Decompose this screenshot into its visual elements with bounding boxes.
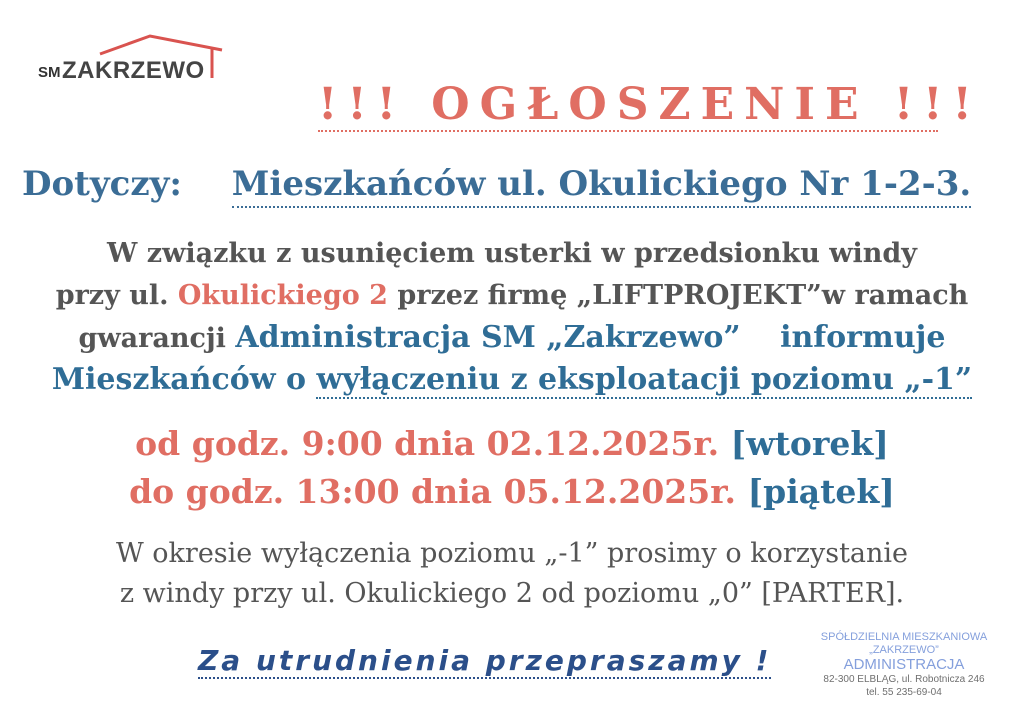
- notice-line-1: W okresie wyłączenia poziomu „-1” prosimy o korzystanie: [115, 538, 909, 569]
- logo: [30, 30, 230, 90]
- body-line-1: W związku z usunięciem usterki w przedsionku windy: [107, 238, 917, 269]
- announcement-heading: !!! OGŁOSZENIE !!!: [318, 79, 982, 130]
- schedule-to: [0, 472, 1024, 511]
- body-shutdown: wyłączeniu z eksploatacji poziomu „-1”: [316, 362, 973, 397]
- apology-text: Za utrudnienia przepraszamy !: [198, 644, 772, 677]
- concern-line: [22, 164, 1002, 204]
- stamp-line-1: SPÓŁDZIELNIA MIESZKANIOWA: [820, 631, 988, 643]
- stamp-line-5: tel. 55 235-69-04: [866, 687, 942, 698]
- stamp-line-2: „ZAKRZEWO”: [869, 644, 939, 656]
- concern-label: Dotyczy:: [22, 164, 182, 204]
- schedule-to-time: do godz. 13:00 dnia 05.12.2025r.: [129, 472, 737, 511]
- body-line-3-prefix: gwarancji: [78, 323, 236, 354]
- body-line-3: [0, 320, 1024, 355]
- stamp-line-3: ADMINISTRACJA: [843, 656, 965, 673]
- schedule-from-day: [wtorek]: [730, 424, 889, 463]
- schedule-to-day: [piątek]: [747, 472, 895, 511]
- administration-stamp: [804, 631, 1004, 699]
- body-line-2: [0, 280, 1024, 311]
- notice-line-2: z windy przy ul. Okulickiego 2 od poziomu „0” [PARTER].: [119, 578, 905, 609]
- body-address: Okulickiego 2: [177, 280, 388, 311]
- body-informs: informuje: [780, 320, 946, 355]
- body-line-2-prefix: przy ul.: [55, 280, 178, 311]
- logo-name: ZAKRZEWO: [62, 57, 205, 84]
- stamp-line-4: 82-300 ELBLĄG, ul. Robotnicza 246: [823, 674, 985, 685]
- body-administration: Administracja SM „Zakrzewo”: [235, 320, 741, 355]
- concern-target: Mieszkańców ul. Okulickiego Nr 1-2-3.: [232, 164, 971, 208]
- body-line-2-suffix: przez firmę „LIFTPROJEKT”w ramach: [387, 280, 969, 311]
- body-line-4: [0, 362, 1024, 397]
- schedule-from-time: od godz. 9:00 dnia 02.12.2025r.: [135, 424, 720, 463]
- logo-prefix: SM: [38, 64, 61, 81]
- schedule-from: [0, 424, 1024, 463]
- body-line-4-prefix: Mieszkańców o: [51, 362, 317, 397]
